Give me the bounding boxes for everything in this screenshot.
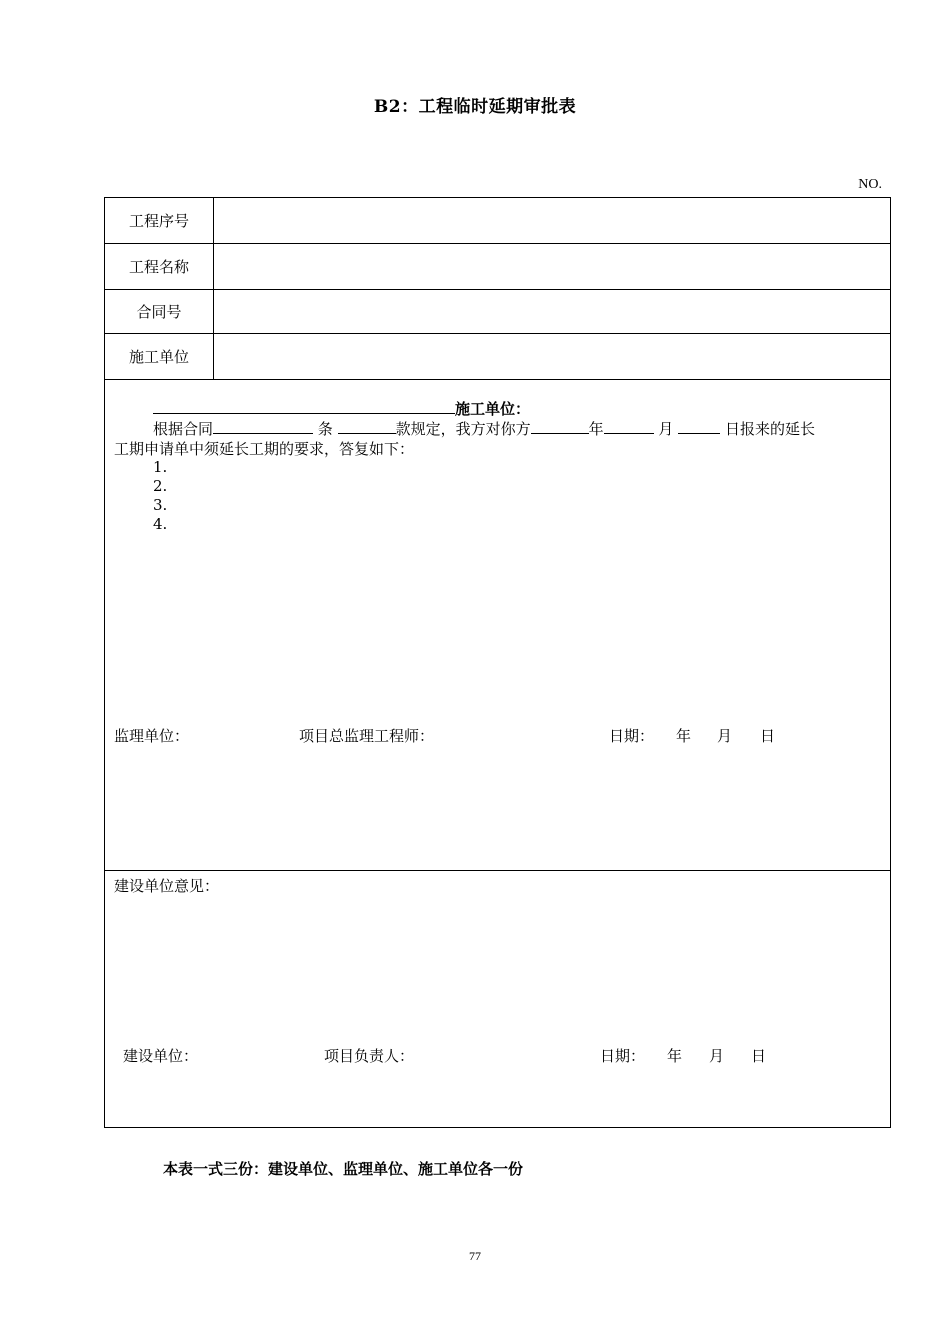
contractor-field[interactable] — [215, 334, 890, 379]
project-manager-label: 项目负责人： — [324, 1047, 415, 1065]
addressee-blank[interactable] — [153, 399, 455, 414]
project-number-field[interactable] — [215, 198, 890, 243]
notice-text-provision: 款规定，我方对你方 — [395, 420, 531, 438]
form-number-label: NO. — [858, 177, 882, 192]
notice-text-contract: 根据合同 — [153, 420, 214, 438]
contract-blank[interactable] — [213, 419, 313, 434]
field-row-contractor — [105, 334, 890, 380]
owner-date-year: 年 — [667, 1047, 683, 1065]
owner-date-month: 月 — [709, 1047, 725, 1065]
supervisor-date-day: 日 — [760, 727, 776, 745]
notice-text-clause: 条 — [317, 420, 333, 438]
field-label: 合同号 — [105, 289, 214, 333]
supervisor-reply-section — [105, 380, 890, 871]
day-blank[interactable] — [678, 419, 720, 434]
field-label: 施工单位 — [105, 334, 214, 379]
year-blank[interactable] — [531, 419, 589, 434]
notice-text-year: 年 — [588, 420, 604, 438]
owner-date-day: 日 — [751, 1047, 767, 1065]
copies-note: 本表一式三份：建设单位、监理单位、施工单位各一份 — [163, 1160, 524, 1178]
supervisor-unit-label: 监理单位： — [114, 727, 190, 745]
owner-opinion-label: 建设单位意见： — [114, 877, 220, 895]
page-title: B2：工程临时延期审批表 — [373, 97, 577, 117]
notice-text-day: 日报来的延长 — [724, 420, 815, 438]
reply-item-1: 1. — [153, 458, 168, 476]
month-blank[interactable] — [604, 419, 654, 434]
field-row-project-number — [105, 198, 890, 244]
field-row-project-name — [105, 244, 890, 290]
notice-text-month: 月 — [658, 420, 674, 438]
page-number: 77 — [469, 1249, 481, 1263]
owner-date-label: 日期： — [600, 1047, 646, 1065]
reply-item-4: 4. — [153, 515, 168, 533]
notice-line-1 — [153, 418, 815, 439]
owner-opinion-section — [105, 871, 890, 1128]
field-label: 工程序号 — [105, 198, 214, 243]
field-row-contract-number — [105, 289, 890, 334]
addressee-suffix: 施工单位： — [455, 400, 531, 418]
supervisor-date-month: 月 — [717, 727, 733, 745]
addressee-line — [153, 398, 530, 419]
contract-number-field[interactable] — [215, 289, 890, 333]
supervisor-date-label: 日期： — [609, 727, 655, 745]
field-label: 工程名称 — [105, 244, 214, 289]
approval-form — [104, 197, 891, 1128]
supervisor-date-year: 年 — [676, 727, 692, 745]
chief-engineer-label: 项目总监理工程师： — [299, 727, 435, 745]
owner-unit-label: 建设单位： — [123, 1047, 199, 1065]
reply-item-3: 3. — [153, 496, 168, 514]
notice-line-2: 工期申请单中须延长工期的要求，答复如下： — [114, 440, 415, 458]
clause-blank[interactable] — [338, 419, 396, 434]
reply-item-2: 2. — [153, 477, 168, 495]
project-name-field[interactable] — [215, 244, 890, 289]
